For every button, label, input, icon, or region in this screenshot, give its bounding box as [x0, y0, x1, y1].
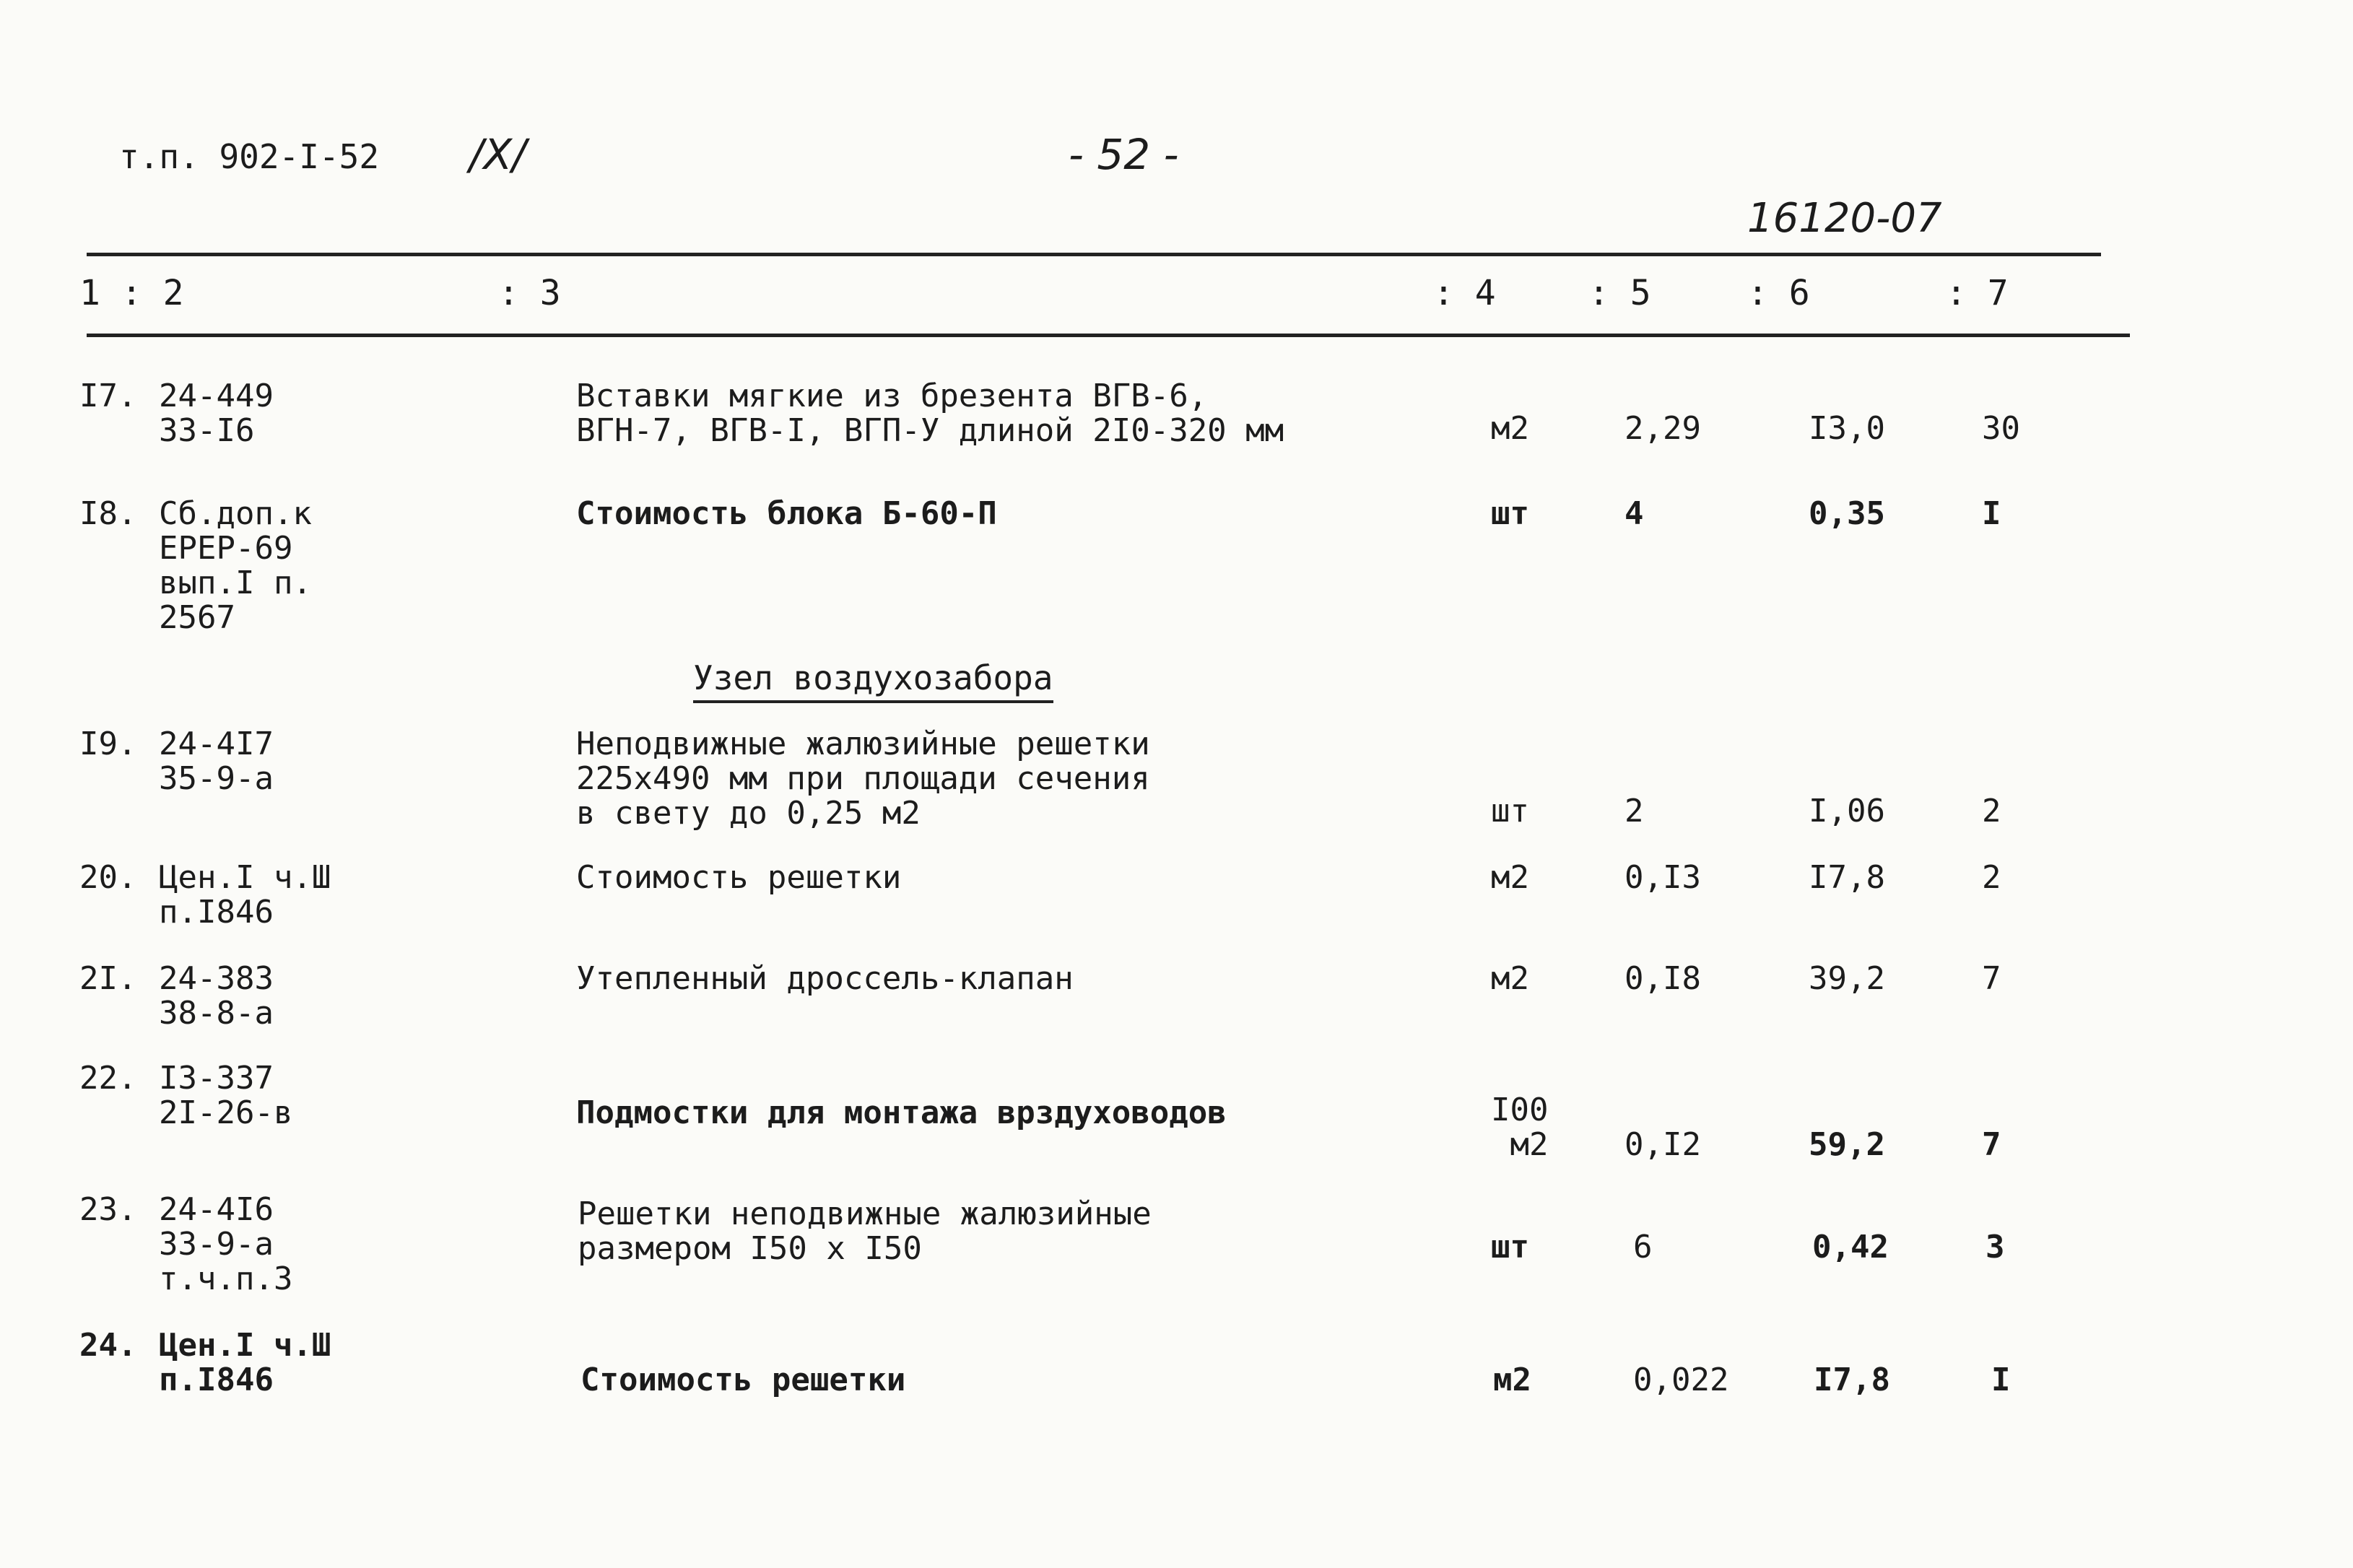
row-unit-price: I7,8 — [1814, 1362, 1890, 1398]
row-quantity: 2 — [1625, 793, 1644, 829]
row-unit: м2 — [1491, 960, 1529, 997]
row-number: 22. — [79, 1060, 137, 1097]
row-unit-price: I7,8 — [1809, 859, 1885, 896]
column-header-5: : 5 — [1588, 273, 1651, 313]
row-total: I — [1982, 495, 2001, 532]
row-number: 23. — [79, 1191, 137, 1228]
row-quantity: 2,29 — [1625, 410, 1701, 447]
row-unit: м2 — [1493, 1362, 1531, 1398]
row-number: I9. — [79, 726, 137, 762]
row-quantity: 4 — [1625, 495, 1644, 532]
row-reference: 24-383 38-8-а — [159, 960, 274, 1032]
row-reference: Цен.I ч.Ш п.I846 — [159, 859, 331, 931]
column-header-1-2: 1 : 2 — [79, 273, 184, 313]
row-total: 7 — [1982, 960, 2001, 997]
row-description: Стоимость решетки — [576, 859, 902, 896]
row-quantity: 0,022 — [1633, 1362, 1729, 1398]
row-number: I8. — [79, 495, 137, 532]
row-unit-price: 0,35 — [1809, 495, 1885, 532]
page-number: - 52 - — [1069, 130, 1179, 179]
row-reference: 24-4I7 35-9-а — [159, 726, 274, 797]
row-unit-price: I3,0 — [1809, 410, 1885, 447]
row-number: I7. — [79, 378, 137, 414]
row-quantity: 0,I8 — [1625, 960, 1701, 997]
row-unit: шт — [1491, 1229, 1529, 1266]
row-description: Утепленный дроссель-клапан — [576, 960, 1074, 997]
row-number: 2I. — [79, 960, 137, 997]
row-quantity: 0,I3 — [1625, 859, 1701, 896]
column-header-7: : 7 — [1946, 273, 2009, 313]
row-description: Вставки мягкие из брезента ВГВ-6, ВГН-7, ВГВ-I, ВГП-У длиной 2I0-320 мм — [576, 378, 1284, 449]
handwritten-mark: /X/ — [469, 130, 526, 179]
row-number: 24. — [79, 1327, 137, 1364]
row-unit-price: 0,42 — [1812, 1229, 1889, 1266]
column-header-4: : 4 — [1433, 273, 1496, 313]
row-total: 7 — [1982, 1126, 2001, 1163]
top-rule — [87, 253, 2101, 256]
row-total: 2 — [1982, 793, 2001, 829]
section-title: Узел воздухозабора — [693, 658, 1053, 703]
row-unit: м2 — [1491, 859, 1529, 896]
row-unit: шт — [1491, 495, 1529, 532]
row-number: 20. — [79, 859, 137, 896]
row-unit: м2 — [1491, 410, 1529, 447]
column-header-3: : 3 — [498, 273, 561, 313]
row-total: I — [1991, 1362, 2011, 1398]
row-unit: I00 м2 — [1491, 1092, 1549, 1163]
row-total: 30 — [1982, 410, 2020, 447]
row-total: 2 — [1982, 859, 2001, 896]
row-unit-price: I,06 — [1809, 793, 1885, 829]
row-description: Решетки неподвижные жалюзийные размером I50 х I50 — [578, 1195, 1152, 1267]
row-reference: Сб.доп.к ЕРЕР-69 вып.I п. 2567 — [159, 495, 312, 636]
row-description: Стоимость решетки — [580, 1362, 906, 1398]
row-reference: 24-4I6 33-9-а т.ч.п.3 — [159, 1191, 293, 1297]
row-reference: I3-337 2I-26-в — [159, 1060, 293, 1131]
row-quantity: 6 — [1633, 1229, 1653, 1266]
row-unit-price: 59,2 — [1809, 1126, 1885, 1163]
column-header-6: : 6 — [1747, 273, 1810, 313]
row-total: 3 — [1986, 1229, 2005, 1266]
row-description: Стоимость блока Б-60-П — [576, 495, 997, 532]
row-reference: Цен.I ч.Ш п.I846 — [159, 1327, 331, 1398]
row-unit: шт — [1491, 793, 1529, 829]
row-reference: 24-449 33-I6 — [159, 378, 274, 449]
header-rule — [87, 334, 2130, 337]
row-description: Неподвижные жалюзийные решетки 225х490 мм при площади сечения в свету до 0,25 м2 — [576, 726, 1150, 832]
document-reference: т.п. 902-I-52 — [119, 137, 380, 176]
row-quantity: 0,I2 — [1625, 1126, 1701, 1163]
row-unit-price: 39,2 — [1809, 960, 1885, 997]
row-description: Подмостки для монтажа врздуховодов — [576, 1094, 1227, 1131]
document-code: 16120-07 — [1747, 195, 1942, 242]
